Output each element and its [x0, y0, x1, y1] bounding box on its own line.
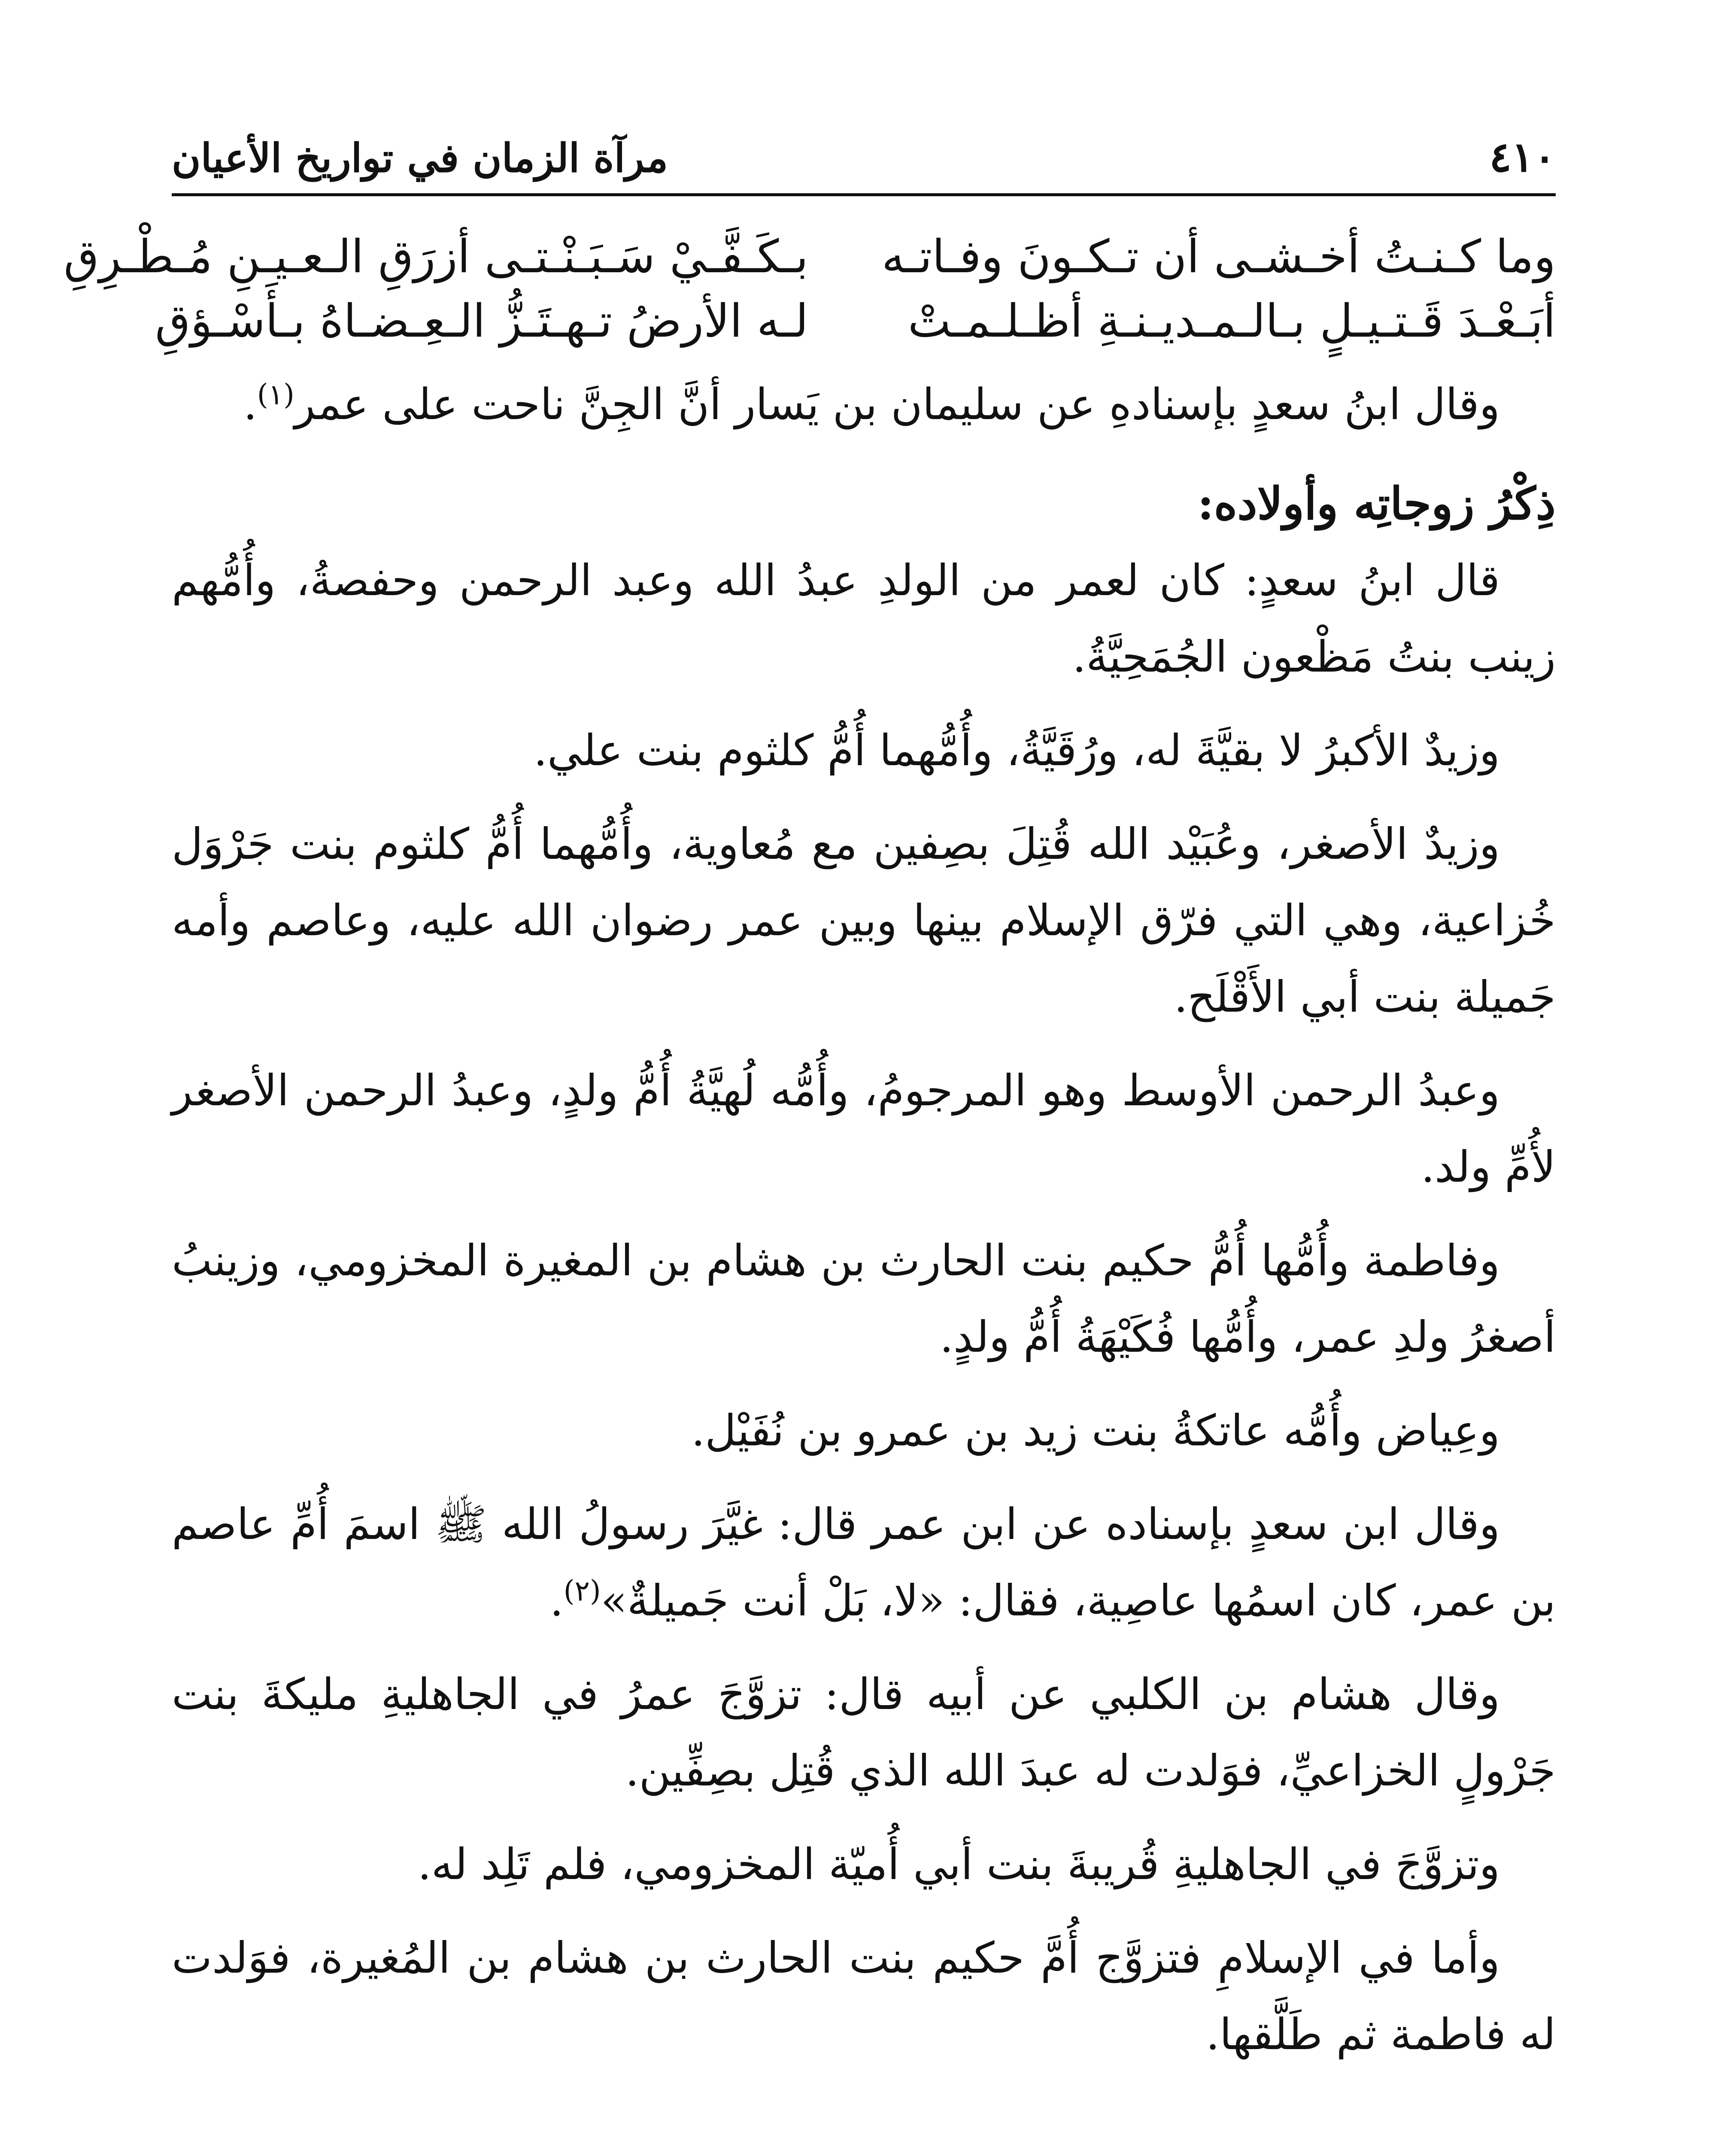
footnote-marker: (١): [257, 378, 294, 411]
paragraph: [172, 1486, 1556, 1639]
verse-first-hemistich: وما كـنـتُ أخـشـى أن تـكـونَ وفـاتـه: [881, 230, 1556, 283]
verse-line: [155, 295, 1556, 363]
paragraph: قال ابنُ سعدٍ: كان لعمر من الولدِ عبدُ الله وعبد الرحمن وحفصةُ، وأُمُّهم زينب بنتُ مَظْعون الجُمَحِيَّةُ.: [172, 555, 1556, 682]
verse-second-hemistich: لـه الأرضُ تـهـتَـزُّ الـعِـضـاهُ بـأَسْـؤقِ: [155, 295, 809, 347]
section-heading: ذِكْرُ زوجاتِه وأولاده:: [1197, 477, 1556, 530]
paragraph-text: وقال ابنُ سعدٍ بإسنادهِ عن سليمان بن يَسار أنَّ الجِنَّ ناحت على عمر: [294, 379, 1500, 429]
paragraph-end: .: [243, 379, 257, 429]
page-number: ٤١٠: [1489, 133, 1556, 181]
verse-line: [64, 230, 1556, 298]
paragraph-end: .: [549, 1575, 564, 1626]
paragraph: وزيدٌ الأكبرُ لا بقيَّةَ له، ورُقَيَّةُ، وأُمُّهما أُمُّ كلثوم بنت علي.: [534, 725, 1500, 775]
paragraph: [172, 366, 1556, 443]
verse-first-hemistich: أبَـعْـدَ قَـتـيـلٍ بـالـمـديـنـةِ أظـلـمـتْ: [907, 295, 1556, 347]
paragraph: وعبدُ الرحمن الأوسط وهو المرجومُ، وأُمُّه لُهيَّةُ أُمُّ ولدٍ، وعبدُ الرحمن الأصغر لأُمِّ ولد.: [172, 1065, 1556, 1192]
paragraph: وعِياض وأُمُّه عاتكةُ بنت زيد بن عمرو بن نُفَيْل.: [691, 1405, 1500, 1456]
footnote-marker: (٢): [563, 1574, 601, 1608]
paragraph: وقال هشام بن الكلبي عن أبيه قال: تزوَّجَ عمرُ في الجاهليةِ مليكةَ بنت جَرْولٍ الخزاعيِّ، فوَلدت له عبدَ الله الذي قُتِل بصِفِّين.: [172, 1669, 1556, 1796]
paragraph: وفاطمة وأُمُّها أُمُّ حكيم بنت الحارث بن هشام بن المغيرة المخزومي، وزينبُ أصغرُ ولدِ عمر، وأُمُّها فُكَيْهَةُ أُمُّ ولدٍ.: [172, 1235, 1556, 1362]
paragraph: وزيدٌ الأصغر، وعُبَيْد الله قُتِلَ بصِفين مع مُعاوية، وأُمُّهما أُمُّ كلثوم بنت جَرْوَل خُزاعية، وهي التي فرّق الإسلام بينها وبين عمر رضوان الله عليه، وعاصم وأمه جَميلة بنت أبي الأَقْلَح.: [172, 819, 1556, 1022]
page-header: [172, 129, 1556, 196]
page-body: [64, 230, 1556, 2073]
verse-second-hemistich: بـكَـفَّـيْ سَـبَـنْـتـى أزرَقِ الـعـيـنِ مُـطْـرِقِ: [64, 230, 809, 283]
paragraph: وتزوَّجَ في الجاهليةِ قُريبةَ بنت أبي أُميّة المخزومي، فلم تَلِد له.: [418, 1839, 1500, 1889]
paragraph-text: وقال ابن سعدٍ بإسناده عن ابن عمر قال: غيَّرَ رسولُ الله ﷺ اسمَ أُمِّ عاصم بن عمر، كان اسمُها عاصِية، فقال: «لا، بَلْ أنت جَميلةٌ»: [172, 1499, 1556, 1626]
paragraph: وأما في الإسلامِ فتزوَّج أُمَّ حكيم بنت الحارث بن هشام بن المُغيرة، فوَلدت له فاطمة ثم طَلَّقها.: [172, 1933, 1556, 2059]
running-title: مرآة الزمان في تواريخ الأعيان: [172, 135, 668, 181]
